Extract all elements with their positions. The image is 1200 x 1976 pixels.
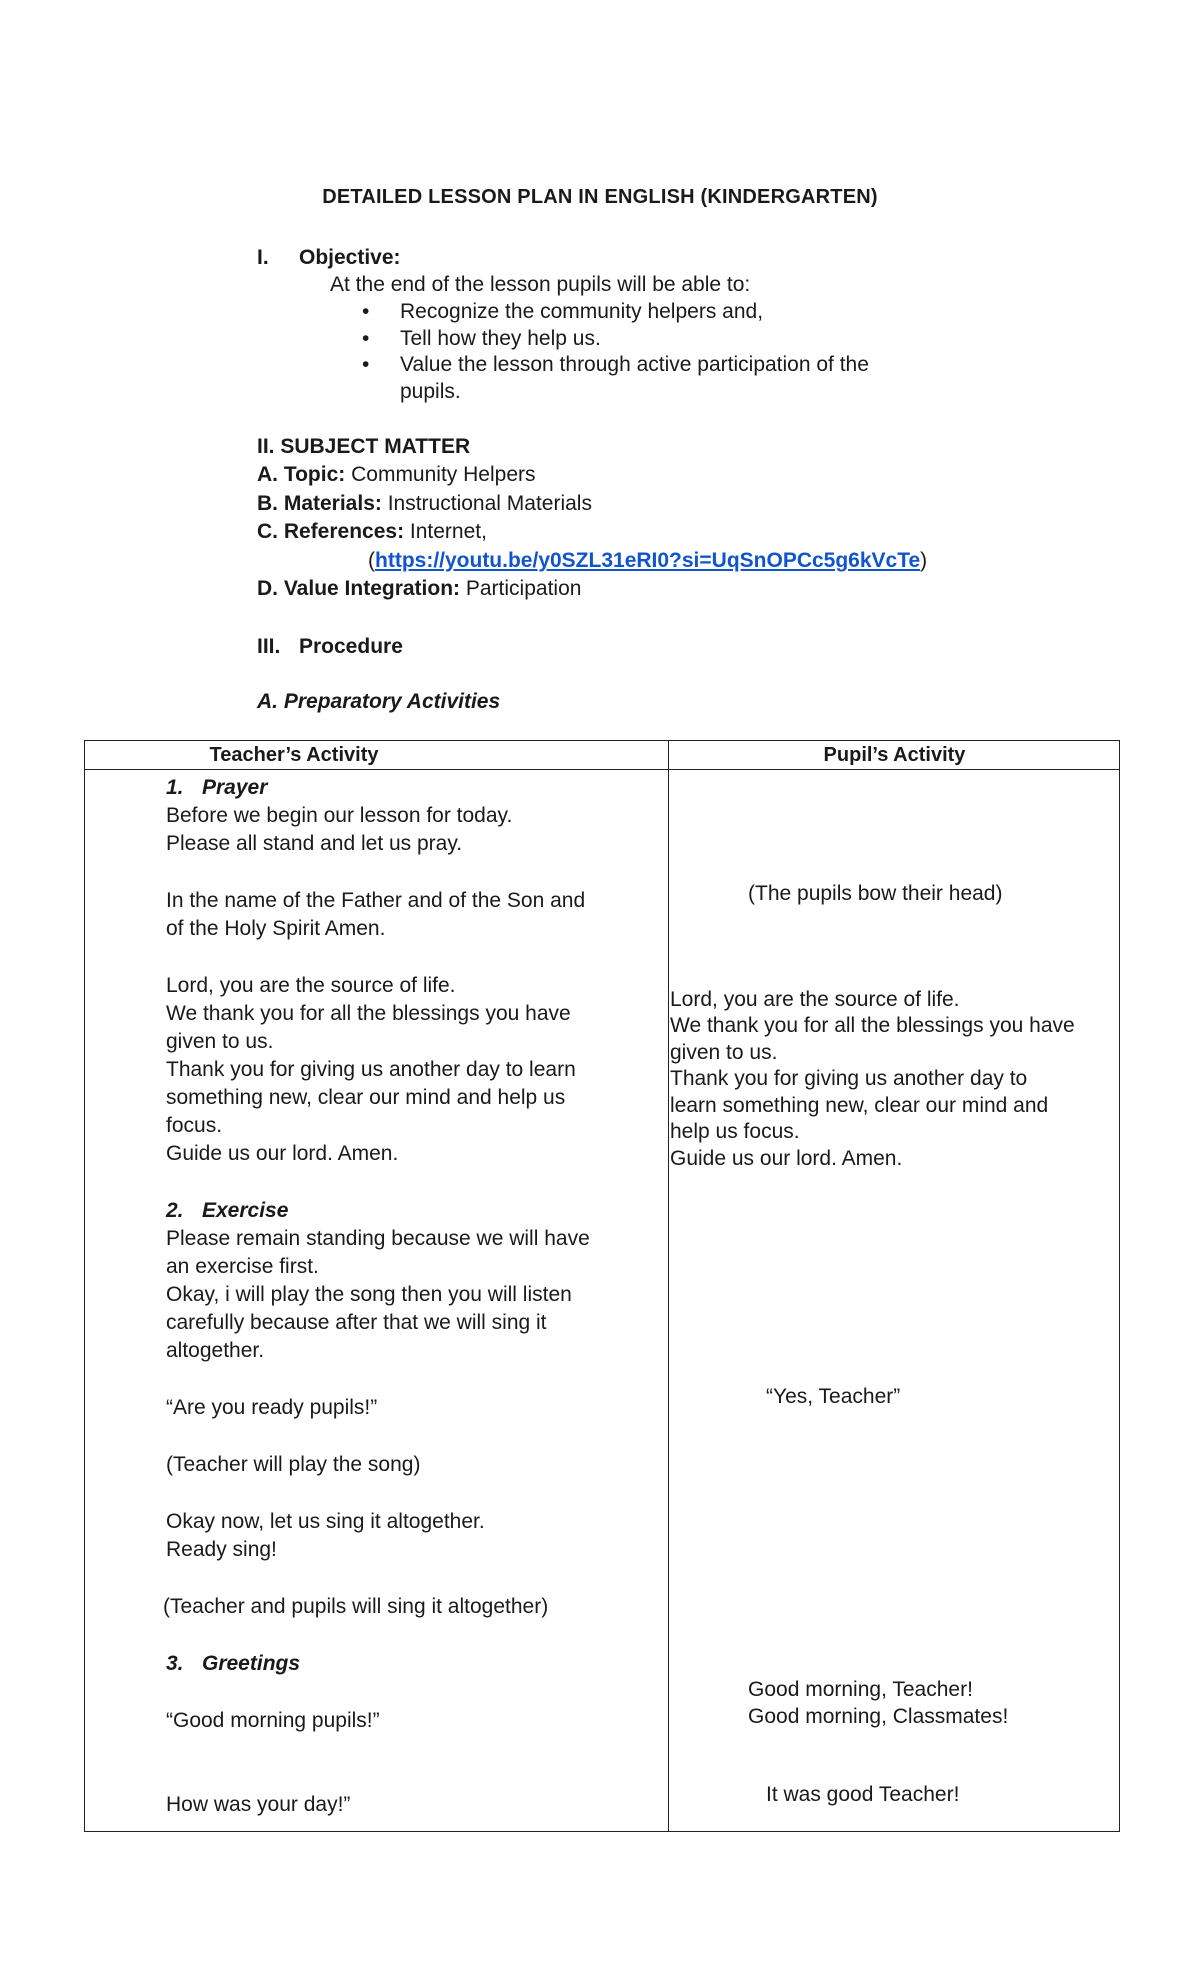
reference-link-line (368, 549, 927, 573)
teacher-line: “Good morning pupils!” (166, 1709, 380, 1732)
teacher-line: of the Holy Spirit Amen. (166, 917, 386, 940)
teacher-line: given to us. (166, 1030, 274, 1053)
teacher-activity-header: Teacher’s Activity (209, 744, 379, 766)
references-label: C. References: (257, 520, 405, 543)
pupil-line: “Yes, Teacher” (766, 1385, 901, 1408)
topic-value: Community Helpers (345, 463, 536, 486)
teacher-line: Before we begin our lesson for today. (166, 804, 513, 827)
pupil-line: Lord, you are the source of life. (670, 988, 960, 1011)
objective-bullet-continued: pupils. (400, 380, 461, 403)
header-divider (85, 769, 1119, 770)
objective-label: Objective: (299, 246, 401, 269)
greetings-heading (166, 1650, 300, 1678)
objective-intro: At the end of the lesson pupils will be able to: (330, 273, 751, 296)
value-integration-value: Participation (460, 577, 582, 600)
link-open-paren: ( (368, 549, 375, 572)
objective-bullet: Tell how they help us. (400, 327, 601, 350)
greetings-number: 3. (166, 1652, 184, 1675)
materials-value: Instructional Materials (381, 492, 592, 515)
link-close-paren: ) (920, 549, 928, 572)
pupil-line: learn something new, clear our mind and (670, 1094, 1049, 1117)
teacher-line: Ready sing! (166, 1538, 277, 1561)
subject-matter-heading: II. SUBJECT MATTER (257, 435, 471, 458)
pupil-line: Guide us our lord. Amen. (670, 1147, 903, 1170)
teacher-line: an exercise first. (166, 1255, 319, 1278)
procedure-heading (257, 635, 403, 659)
exercise-heading (166, 1197, 288, 1225)
prayer-title: Prayer (202, 776, 268, 799)
value-integration-line (257, 577, 581, 601)
teacher-line: carefully because after that we will sing it (166, 1311, 547, 1334)
teacher-line: Thank you for giving us another day to learn (166, 1058, 576, 1081)
references-line (257, 520, 487, 544)
reference-link[interactable]: https://youtu.be/y0SZL31eRI0?si=UqSnOPCc5g6kVcTe (375, 549, 921, 572)
materials-label: B. Materials: (257, 492, 382, 515)
teacher-line: Please all stand and let us pray. (166, 832, 463, 855)
teacher-line: (Teacher and pupils will sing it altogether) (163, 1595, 549, 1618)
pupil-activity-header: Pupil’s Activity (823, 744, 966, 766)
topic-label: A. Topic: (257, 463, 346, 486)
document-title: DETAILED LESSON PLAN IN ENGLISH (KINDERGARTEN) (322, 186, 878, 208)
bullet-dot: • (362, 353, 370, 376)
column-divider (668, 741, 669, 1831)
pupil-line: (The pupils bow their head) (748, 882, 1003, 905)
pupil-line: help us focus. (670, 1120, 800, 1143)
teacher-line: (Teacher will play the song) (166, 1453, 421, 1476)
bullet-dot: • (362, 327, 370, 350)
procedure-label: Procedure (299, 635, 403, 658)
teacher-line: In the name of the Father and of the Son and (166, 889, 586, 912)
pupil-line: It was good Teacher! (766, 1783, 960, 1806)
teacher-line: “Are you ready pupils!” (166, 1396, 378, 1419)
bullet-dot: • (362, 300, 370, 323)
teacher-line: something new, clear our mind and help us (166, 1086, 566, 1109)
preparatory-activities-heading: A. Preparatory Activities (257, 690, 501, 713)
teacher-line: Okay now, let us sing it altogether. (166, 1510, 485, 1533)
procedure-number: III. (257, 635, 281, 658)
pupil-line: We thank you for all the blessings you have (670, 1014, 1075, 1037)
activities-table (84, 740, 1120, 1832)
pupil-line: Thank you for giving us another day to (670, 1067, 1028, 1090)
value-integration-label: D. Value Integration: (257, 577, 461, 600)
objective-bullet: Recognize the community helpers and, (400, 300, 764, 323)
teacher-line: focus. (166, 1114, 223, 1137)
pupil-line: Good morning, Teacher! (748, 1678, 973, 1701)
objective-number: I. (257, 246, 269, 269)
objective-heading (257, 246, 401, 270)
teacher-line: Lord, you are the source of life. (166, 974, 456, 997)
teacher-line: Please remain standing because we will have (166, 1227, 590, 1250)
pupil-line: given to us. (670, 1041, 778, 1064)
materials-line (257, 492, 592, 516)
objective-bullet: Value the lesson through active participation of the (400, 353, 869, 376)
teacher-line: We thank you for all the blessings you have (166, 1002, 571, 1025)
references-value: Internet, (404, 520, 487, 543)
exercise-number: 2. (166, 1199, 184, 1222)
teacher-line: Okay, i will play the song then you will listen (166, 1283, 572, 1306)
teacher-line: Guide us our lord. Amen. (166, 1142, 399, 1165)
prayer-number: 1. (166, 776, 184, 799)
pupil-line: Good morning, Classmates! (748, 1705, 1009, 1728)
prayer-heading (166, 774, 267, 802)
teacher-line: How was your day!” (166, 1793, 351, 1816)
topic-line (257, 463, 536, 487)
teacher-line: altogether. (166, 1339, 265, 1362)
exercise-title: Exercise (202, 1199, 289, 1222)
greetings-title: Greetings (202, 1652, 301, 1675)
